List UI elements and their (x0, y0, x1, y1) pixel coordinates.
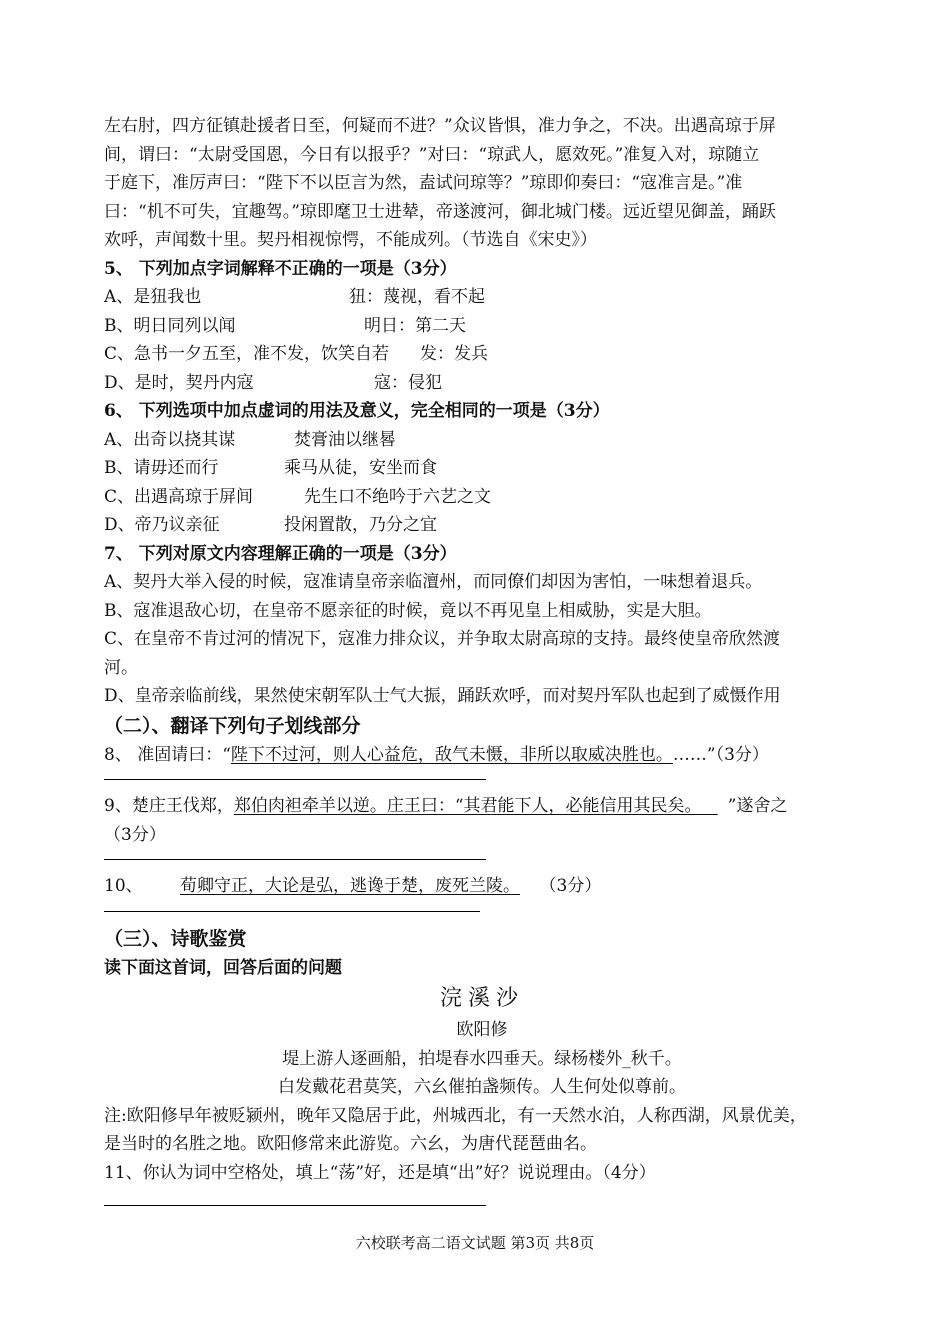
q5-option-c: C、急书一夕五至，准不发，饮笑自若 (104, 344, 390, 364)
q7-option-c-cont: 河。 (104, 657, 138, 678)
poem-line: 堤上游人逐画船，拍堤春水四垂天。绿杨楼外_秋千。 (282, 1048, 682, 1069)
question-5 (104, 255, 860, 398)
poem (104, 982, 860, 1102)
poem-title: 浣溪沙 (439, 986, 524, 1011)
q8-underlined-sentence: 陛下不过河，则人心益危，敌气未慑，非所以取威决胜也。 (230, 744, 673, 765)
passage-line: 曰：“机不可失，宜趣驾。”琼即麾卫士进辇，帝遂渡河，御北城门楼。远近望见御盖，踊跃 (104, 201, 776, 222)
q5-option-c-explain: 发：发兵 (420, 344, 488, 364)
q10-underlined-sentence: 荀卿守正，大论是弘，逃谗于楚，废死兰陵。 (180, 876, 520, 896)
q11-answer-line[interactable] (104, 1205, 486, 1206)
question-6-title: 6、 下列选项中加点虚词的用法及意义，完全相同的一项是（3分） (104, 401, 610, 421)
q7-option-d: D、皇帝亲临前线，果然使宋朝军队士气大振，踊跃欢呼，而对契丹军队也起到了威慑作用 (104, 686, 781, 706)
q5-option-b: B、明日同列以闻 (104, 315, 236, 336)
q5-option-d-explain: 寇：侵犯 (374, 372, 442, 393)
q9-prefix: 9、楚庄王伐郑， (104, 796, 234, 816)
q5-option-a-explain: 狃：蔑视，看不起 (349, 287, 485, 307)
passage-line: 欢呼，声闻数十里。契丹相视惊愕，不能成列。（节选自《宋史》） (104, 230, 597, 250)
question-11-text: 11、你认为词中空格处，填上“荡”好，还是填“出”好？说说理由。（4分） (104, 1162, 656, 1183)
q8-suffix: ……”（3分） (672, 744, 769, 765)
question-7-title: 7、 下列对原文内容理解正确的一项是（3分） (104, 543, 457, 564)
q9-underlined-sentence: 郑伯肉袒牵羊以逆。庄王曰：“其君能下人，必能信用其民矣。 (233, 796, 702, 816)
passage-line: 于庭下，准厉声曰：“陛下不以臣言为然，盍试问琼等？”琼即仰奏曰：“寇准言是。”准 (104, 173, 743, 193)
poem-intro: 读下面这首词，回答后面的问题 (104, 957, 342, 978)
question-11 (104, 1159, 860, 1207)
q6-option-b-1: B、请毋还而行 (104, 458, 219, 478)
q5-option-d: D、是时，契丹内寇 (104, 372, 254, 393)
exam-page (104, 112, 860, 1218)
question-9 (104, 792, 860, 860)
q9-suffix: ”遂舍之 (727, 796, 788, 816)
passage-line: 间，谓曰：“太尉受国恩，今日有以报乎？”对曰：“琼武人，愿效死。”准复入对，琼随立 (104, 144, 760, 165)
poem-line: 白发戴花君莫笑，六幺催拍盏频传。人生何处似尊前。 (278, 1077, 686, 1097)
q6-option-b-2: 乘马从徒，安坐而食 (284, 458, 437, 478)
note-line: 注:欧阳修早年被贬颍州，晚年又隐居于此，州城西北，有一天然水泊，人称西湖，风景优美， (104, 1105, 807, 1126)
q7-option-a: A、契丹大举入侵的时候，寇准请皇帝亲临澶州，而同僚们却因为害怕，一味想着退兵。 (104, 572, 763, 592)
passage-line: 左右肘，四方征镇赴援者日至，何疑而不进？”众议皆惧，准力争之，不决。出遇高琼于屏 (104, 116, 776, 136)
question-6 (104, 397, 860, 540)
q7-option-b: B、寇准退敌心切，在皇帝不愿亲征的时候，竟以不再见皇上相威胁，实是大胆。 (104, 600, 712, 621)
q9-points: （3分） (104, 824, 166, 845)
q9-answer-line[interactable] (104, 859, 486, 860)
page-footer: 六校联考高二语文试题 第3页 共8页 (355, 1234, 595, 1252)
q6-option-c-2: 先生口不绝吟于六艺之文 (304, 486, 491, 507)
passage (104, 112, 860, 255)
q6-option-a-2: 焚膏油以继晷 (294, 429, 396, 450)
q6-option-c-1: C、出遇高琼于屏间 (104, 486, 254, 507)
question-5-title: 5、 下列加点字词解释不正确的一项是（3分） (104, 258, 457, 279)
q8-prefix: 8、 准固请曰：“ (104, 744, 231, 765)
question-10 (104, 872, 860, 912)
question-8 (104, 741, 860, 781)
section-2-heading: （二）、翻译下列句子划线部分 (104, 714, 361, 737)
q7-option-c: C、在皇帝不肯过河的情况下，寇准力排众议，并争取太尉高琼的支持。最终使皇帝欣然渡 (104, 629, 781, 649)
section-3-heading: （三）、诗歌鉴赏 (104, 927, 247, 950)
q6-option-d-2: 投闲置散，乃分之宜 (284, 515, 437, 535)
poem-note (104, 1102, 860, 1159)
q5-option-b-explain: 明日：第二天 (364, 315, 466, 336)
q6-option-a-1: A、出奇以挠其谋 (104, 429, 236, 450)
q6-option-d-1: D、帝乃议亲征 (104, 515, 220, 535)
q5-option-a: A、是狃我也 (104, 287, 202, 307)
q8-answer-line[interactable] (104, 779, 486, 780)
poem-author: 欧阳修 (456, 1020, 508, 1040)
q10-prefix: 10、 (104, 876, 143, 896)
note-line: 是当时的名胜之地。欧阳修常来此游览。六幺，为唐代琵琶曲名。 (104, 1134, 597, 1154)
q10-suffix: （3分） (548, 876, 602, 896)
q10-answer-line[interactable] (104, 911, 480, 912)
question-7 (104, 540, 860, 711)
